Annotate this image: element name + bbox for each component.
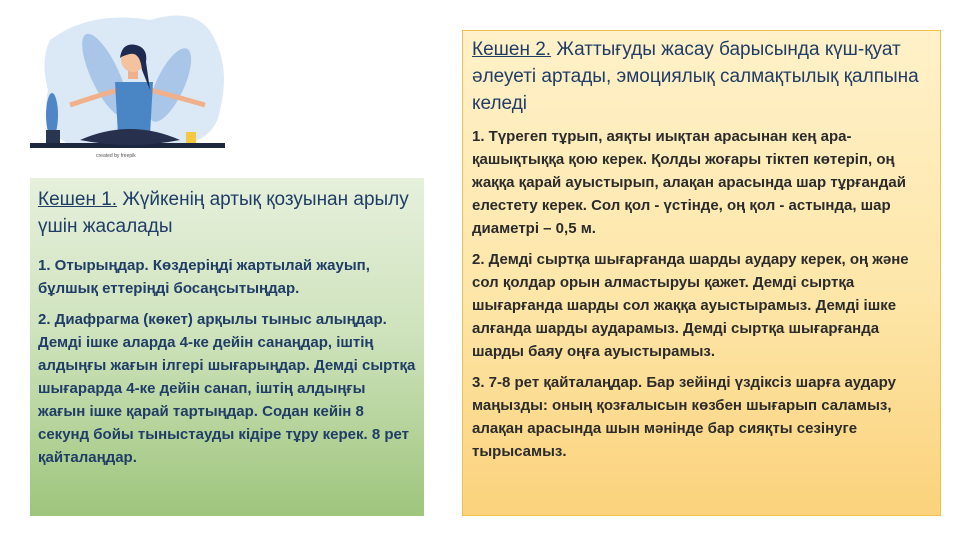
complex-1-label: Кешен 1. — [38, 189, 118, 210]
complex-2-step-2: 2. Демді сыртқа шығарғанда шарды аудару керек, оң және сол қолдар орын алмастыруы қажет. Демді сыртқа шығарғанда шарды сол жаққа ауыстырамыз. Демді ішке алғанда шарды аударамыз. Демді сыртқа шығарғанда шарды баяу оңға ауыстырамыз. — [472, 251, 909, 360]
complex-1-step-2: 2. Диафрагма (көкет) арқылы тыныс алыңдар. Демді ішке аларда 4-ке дейін санаңдар, іштің алдыңғы жағын ілгері шығарыңдар. Демді сыртқа шығарарда 4-ке дейін санап, іштің алдыңғы жағын ішке қарай тартыңдар. Содан кейін 8 секунд бойы тыныстауды кідіре тұру керек. 8 рет қайталаңдар. — [38, 311, 416, 466]
complex-1-title — [38, 186, 416, 240]
complex-1-heading: Жүйкенің артық қозуынан арылу үшін жасалады — [38, 189, 409, 237]
image-credit: created by freepik — [96, 153, 136, 159]
complex-2-label: Кешен 2. — [472, 39, 552, 60]
complex-2-heading: Жаттығуды жасау барысында күш-қуат әлеуеті артады, эмоциялық салмақтылық қалпына келеді — [472, 39, 919, 114]
complex-2-title — [472, 36, 932, 117]
complex-2-step-1: 1. Түрегеп тұрып, аяқты иықтан арасынан кең ара-қашықтыққа қою керек. Қолды жоғары тіктеп көтеріп, оң жаққа қарай ауыстырып, алақан арасында шар тұрғандай елестету керек. Сол қол - үстінде, оң қол - астында, шар диаметрі – 0,5 м. — [472, 128, 906, 237]
complex-2-step-3: 3. 7-8 рет қайталаңдар. Бар зейінді үздіксіз шарға аудару маңызды: оның қозғалысын көзбен шығарып саламыз, алақан арасында шын мәнінде бар сияқты сезінуге тырысамыз. — [472, 374, 896, 460]
yoga-illustration — [30, 0, 250, 170]
complex-1-panel — [30, 178, 424, 516]
complex-2-panel — [462, 30, 941, 516]
complex-1-step-1: 1. Отырыңдар. Көздеріңді жартылай жауып, бұлшық еттеріңді босаңсытыңдар. — [38, 257, 370, 297]
